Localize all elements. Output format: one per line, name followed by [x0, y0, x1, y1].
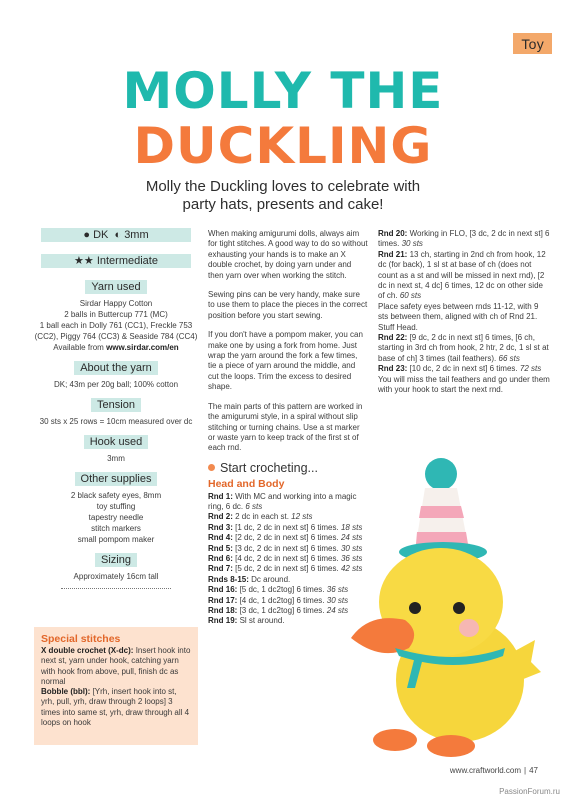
round-text: 2 dc in each st.: [235, 512, 289, 522]
round-text: Dc around.: [251, 574, 291, 584]
yarn-used-section: [30, 280, 202, 353]
pattern-continued-column: [378, 229, 550, 396]
stitch-count: 36 sts: [340, 553, 363, 563]
round-item: [208, 575, 368, 585]
round-23: [378, 364, 550, 374]
supplies-heading: Other supplies: [75, 472, 158, 486]
stitch-count: 18 sts: [340, 522, 363, 532]
left-eye: [409, 602, 421, 614]
start-crocheting-heading: [208, 460, 368, 475]
round-text: With MC and working into a magic ring, 6 dc.: [208, 491, 357, 511]
round-label: Rnd 3:: [208, 522, 233, 532]
hook-text: 3mm: [107, 454, 125, 463]
stitch-count: 24 sts: [340, 533, 363, 543]
bullet-dot-icon: [208, 464, 215, 471]
title-line-2: DUCKLING: [133, 117, 433, 175]
tension-text: 30 sts x 25 rows = 10cm measured over dc: [39, 417, 193, 426]
right-foot: [427, 735, 475, 757]
round-item: [208, 523, 368, 533]
yarn-weight: DK: [93, 229, 109, 241]
about-yarn-heading: About the yarn: [74, 361, 158, 375]
title-line-1: MOLLY THE: [122, 62, 444, 120]
supply-item: toy stuffing: [96, 502, 136, 511]
difficulty-stars: ★★: [74, 255, 94, 267]
bobble-label: Bobble (bbl):: [41, 687, 91, 697]
tip-paragraph: The main parts of this pattern are worked in the amigurumi style, in a spiral without slip stitching or turning chains. Use a st marker or waste yarn to keep track of the first st of each rnd.: [208, 401, 363, 453]
tips-column: [208, 229, 368, 627]
round-text: [3 dc, 2 dc in next st] 6 times.: [235, 543, 339, 553]
round-label: Rnd 7:: [208, 564, 233, 574]
round-item: [208, 554, 368, 564]
tail-note: You will miss the tail feathers and go under them with your hook to start the next rnd.: [378, 374, 550, 395]
round-label: Rnd 1:: [208, 491, 233, 501]
special-stitches-heading: Special stitches: [41, 633, 121, 645]
round-20: [378, 229, 550, 250]
tip-paragraph: If you don't have a pompom maker, you can make one by using a fork from home. Just wrap the yarn around the fork a few times, tie a piece of yarn around the middle, and cut the loops. Trim the excess to desired shape.: [208, 330, 363, 392]
round-item: [208, 596, 368, 606]
stitch-count: 30 sts: [401, 239, 423, 249]
intro-line-1: Molly the Duckling loves to celebrate with: [145, 178, 421, 195]
round-item: [208, 585, 368, 595]
difficulty-badge: [41, 254, 191, 268]
yarn-line: Sirdar Happy Cotton: [79, 299, 153, 308]
right-eye: [453, 602, 465, 614]
tip-paragraph: Sewing pins can be very handy, make sure to use them to place the pieces in the correct position before you start sewing.: [208, 290, 368, 320]
round-item: [208, 492, 368, 513]
round-label: Rnds 8-15:: [208, 574, 249, 584]
round-label: Rnd 20:: [378, 229, 408, 238]
tension-section: [30, 398, 202, 427]
left-foot: [373, 729, 417, 751]
round-label: Rnd 21:: [378, 249, 408, 259]
yarn-hook-badge: [41, 228, 191, 242]
round-text: Working in FLO, [3 dc, 2 dc in next st] 6 times.: [378, 229, 550, 249]
category-tag: Toy: [513, 33, 552, 54]
x-dc-text: Insert hook into next st, yarn under hook, catching yarn with hook from above, pull, finish dc as normal: [41, 646, 191, 686]
round-item: [208, 616, 368, 626]
head-body-heading: Head and Body: [208, 478, 285, 491]
round-text: [4 dc, 2 dc in next st] 6 times.: [235, 553, 339, 563]
round-text: [1 dc, 2 dc in next st] 6 times.: [235, 522, 339, 532]
round-text: [10 dc, 2 dc in next st] 6 times.: [409, 364, 518, 374]
hook-icon: ◐: [111, 229, 122, 241]
about-yarn-section: [30, 361, 202, 390]
yarn-line: 1 ball each in Dolly 761 (CC1), Freckle 753: [39, 321, 193, 330]
yarn-availability: [30, 342, 202, 353]
dotted-divider: [61, 588, 171, 589]
cheek: [459, 619, 479, 637]
special-stitches-box: [34, 627, 198, 745]
round-label: Rnd 18:: [208, 606, 238, 615]
round-item: [208, 606, 368, 616]
bobble-text: [Yrh, insert hook into st, yrh, pull, yrh, draw through 2 loops] 3 times into same st, yrh, draw through all 4 loops on hook: [41, 687, 190, 728]
sirdar-link[interactable]: www.sirdar.com/en: [106, 343, 179, 352]
round-21: [378, 250, 550, 302]
round-text: 13 ch, starting in 2nd ch from hook, 12 dc (for back), 1 sl st at base of ch (does not count as a st and will be missed in next rnd), [2 dc in next st, 4 dc] 6 times, 12 dc on other side of ch.: [378, 249, 546, 301]
stitch-count: 60 sts: [399, 291, 422, 301]
bobble-definition: [41, 687, 191, 728]
intro-line-2: party hats, presents and cake!: [182, 196, 384, 213]
yarn-line: (CC2), Piggy 764 (CC3) & Seaside 784 (CC4): [34, 332, 198, 341]
sizing-text: Approximately 16cm tall: [73, 572, 159, 581]
available-text: Available from: [53, 343, 104, 352]
stitch-count: 42 sts: [340, 564, 363, 574]
stitch-count: 66 sts: [498, 353, 520, 363]
stitch-count: 12 sts: [291, 512, 313, 522]
eyes-instruction: Place safety eyes between rnds 11-12, with 9 sts between them, aligned with ch of Rnd 21.: [378, 301, 539, 322]
supply-item: stitch markers: [91, 524, 141, 533]
round-text: [4 dc, 1 dc2tog] 6 times.: [239, 595, 325, 605]
supply-item: tapestry needle: [88, 513, 144, 522]
duckling-illustration: [345, 452, 545, 762]
watermark: PassionForum.ru: [499, 787, 560, 796]
round-text: [5 dc, 2 dc in next st] 6 times.: [235, 564, 339, 574]
round-text: [5 dc, 1 dc2tog] 6 times.: [239, 585, 325, 595]
round-text: [9 dc, 2 dc in next st] 6 times, [6 ch, starting in 3rd ch from hook, 2 htr, 2 dc, 1 sl st at base of ch] 3 times (tail feathers).: [378, 333, 549, 363]
round-item: [208, 564, 368, 574]
round-label: Rnd 5:: [208, 543, 233, 553]
yarn-used-heading: Yarn used: [85, 280, 146, 294]
hook-heading: Hook used: [84, 435, 149, 449]
round-label: Rnd 22:: [378, 333, 408, 343]
difficulty-label: Intermediate: [96, 255, 158, 267]
stitch-count: 36 sts: [326, 585, 349, 595]
about-yarn-text: DK; 43m per 20g ball; 100% cotton: [53, 380, 179, 389]
tension-heading: Tension: [91, 398, 141, 412]
supply-item: small pompom maker: [77, 535, 155, 544]
round-label: Rnd 4:: [208, 533, 233, 543]
stitch-count: 6 sts: [245, 501, 263, 511]
supply-item: 2 black safety eyes, 8mm: [70, 491, 162, 500]
footer-site[interactable]: www.craftworld.com: [449, 766, 522, 775]
duck-beak: [351, 618, 414, 653]
round-text: [3 dc, 1 dc2tog] 6 times.: [239, 606, 325, 615]
footer-separator: |: [524, 766, 527, 775]
round-22: [378, 333, 550, 364]
round-label: Rnd 23:: [378, 364, 408, 374]
round-label: Rnd 2:: [208, 512, 233, 522]
stuff-instruction: Stuff Head.: [378, 322, 418, 332]
hook-size: 3mm: [124, 229, 149, 241]
hook-section: [30, 435, 202, 464]
round-text: [2 dc, 2 dc in next st] 6 times.: [235, 533, 339, 543]
round-text: Sl st around.: [239, 616, 285, 626]
round-item: [208, 533, 368, 543]
round-item: [208, 544, 368, 554]
x-dc-label: X double crochet (X-dc):: [41, 646, 134, 655]
round-label: Rnd 16:: [208, 585, 238, 595]
page-footer: [450, 766, 538, 775]
yarn-line: 2 balls in Buttercup 771 (MC): [64, 310, 168, 319]
materials-column: [30, 228, 202, 597]
tip-paragraph: When making amigurumi dolls, always aim for tight stitches. A good way to do so without exhausting your hands is to make an X double crochet, by doing yarn under and then yarn over when working the stitch.: [208, 229, 368, 280]
round-item: [208, 512, 368, 522]
round-label: Rnd 17:: [208, 595, 238, 605]
x-dc-definition: [41, 646, 191, 687]
round-label: Rnd 19:: [208, 616, 238, 626]
hat-pompom: [425, 458, 457, 490]
stitch-count: 30 sts: [340, 543, 363, 553]
start-crocheting-text: Start crocheting...: [220, 460, 318, 475]
sizing-section: [30, 553, 202, 589]
round-label: Rnd 6:: [208, 553, 233, 563]
stitch-count: 24 sts: [326, 606, 349, 615]
sizing-heading: Sizing: [95, 553, 137, 567]
intro-text: [0, 178, 566, 214]
yarn-ball-icon: ●: [83, 229, 91, 241]
stitch-count: 30 sts: [326, 595, 349, 605]
rounds-list: [208, 492, 368, 627]
stitch-count: 72 sts: [519, 364, 542, 374]
page-number: 47: [529, 766, 538, 775]
supplies-section: [30, 472, 202, 545]
